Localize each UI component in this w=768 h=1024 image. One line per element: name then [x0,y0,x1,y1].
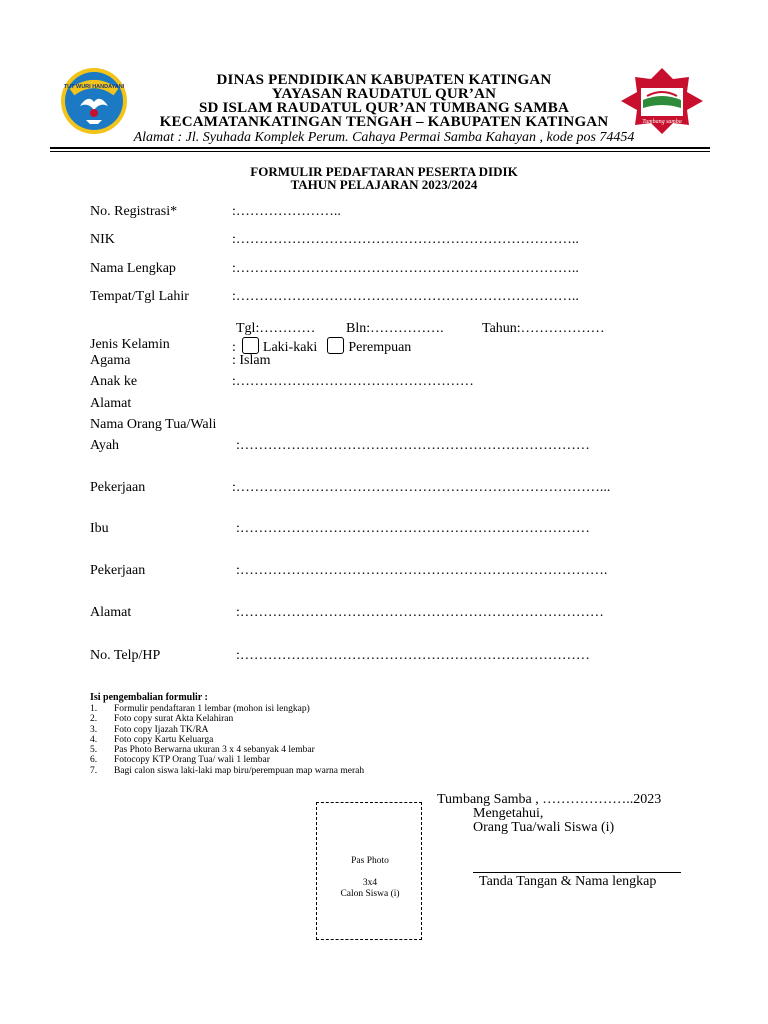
header-line-4: KECAMATANKATINGAN TENGAH – KABUPATEN KATINGAN [159,114,609,130]
agama-value: : Islam [232,353,271,368]
header-rule [50,147,710,149]
logo-right-text: Tumbang samba [642,119,682,125]
registrasi-field[interactable]: :………………….. [232,204,341,219]
ibu-field[interactable]: :………………………………………………………………… [236,521,590,536]
header-line-3: SD ISLAM RAUDATUL QUR’AN TUMBANG SAMBA [199,100,569,116]
header-address: Alamat : Jl. Syuhada Komplek Perum. Cahaya Permai Samba Kahayan , kode pos 74454 [133,130,635,145]
perempuan-label: Perempuan [348,340,412,355]
ayah-label: Ayah [90,438,120,453]
list-item: 3. Foto copy Ijazah TK/RA [90,724,209,735]
pas-photo-box [316,802,422,940]
anak-ke-label: Anak ke [90,374,138,389]
form-year: TAHUN PELAJARAN 2023/2024 [290,177,478,192]
alamat-ortu-label: Alamat [90,605,132,620]
list-item: 6. Fotocopy KTP Orang Tua/ wali 1 lembar [90,755,270,766]
ibu-label: Ibu [90,521,109,536]
anak-ke-field[interactable]: :…………………………………………… [232,374,474,389]
alamat-ortu-field[interactable]: :…………………………………………………………………… [236,605,604,620]
signature-caption: Tanda Tangan & Nama lengkap [479,874,657,889]
perempuan-checkbox[interactable] [327,337,344,354]
signature-line [473,872,681,873]
header-line-1: DINAS PENDIDIKAN KABUPATEN KATINGAN [216,72,552,88]
nama-label: Nama Lengkap [90,261,176,276]
list-item: 4. Foto copy Kartu Keluarga [90,734,214,745]
laki-laki-checkbox[interactable] [242,337,259,354]
list-item: 1. Formulir pendaftaran 1 lembar (mohon isi lengkap) [90,704,310,714]
nama-field[interactable]: :……………………………………………………………….. [232,261,579,276]
pekerjaan-ibu-label: Pekerjaan [90,563,146,578]
tgl-field[interactable]: Tgl:………… [236,321,316,336]
list-item: 7. Bagi calon siswa laki-laki map biru/perempuan map warna merah [90,765,365,776]
alamat-label: Alamat [90,396,132,411]
registrasi-label: No. Registrasi* [90,204,178,219]
nik-field[interactable]: :……………………………………………………………….. [232,232,579,247]
signature-place-date: Tumbang Samba , ………………..2023 [437,792,662,807]
pekerjaan-ibu-field[interactable]: :……………………………………………………………………. [236,563,608,578]
requirements-title: Isi pengembalian formulir : [90,692,208,703]
header-line-2: YAYASAN RAUDATUL QUR’AN [271,86,497,102]
form-title: FORMULIR PEDAFTARAN PESERTA DIDIK [250,164,518,179]
list-item: 5. Pas Photo Berwarna ukuran 3 x 4 sebanyak 4 lembar [90,745,315,756]
list-item: 2. Foto copy surat Akta Kelahiran [90,714,234,725]
jenis-kelamin-label: Jenis Kelamin [90,337,170,352]
ttl-label: Tempat/Tgl Lahir [90,289,189,304]
jk-colon: : [232,340,236,355]
tahun-field[interactable]: Tahun:……………… [482,321,605,336]
agama-label: Agama [90,353,131,368]
signature-parent: Orang Tua/wali Siswa (i) [473,820,615,835]
header-rule-thin [50,151,710,152]
logo-left-text: TUT WURI HANDAYANI [63,84,125,90]
photo-label: Pas Photo [351,856,389,866]
pekerjaan-ayah-label: Pekerjaan [90,480,146,495]
telp-field[interactable]: :………………………………………………………………… [236,648,590,663]
orang-tua-label: Nama Orang Tua/Wali [90,417,217,432]
bln-field[interactable]: Bln:……………. [346,321,444,336]
nik-label: NIK [90,232,115,247]
ayah-field[interactable]: :………………………………………………………………… [236,438,590,453]
signature-mengetahui: Mengetahui, [473,806,544,821]
photo-size: 3x4 [362,878,378,888]
telp-label: No. Telp/HP [90,648,161,663]
laki-laki-label: Laki-kaki [262,340,318,355]
ttl-field[interactable]: :……………………………………………………………….. [232,289,579,304]
requirements-list [90,704,364,776]
photo-caption: Calon Siswa (i) [340,889,400,899]
pekerjaan-ayah-field[interactable]: :……………………………………………………………………... [232,480,611,495]
